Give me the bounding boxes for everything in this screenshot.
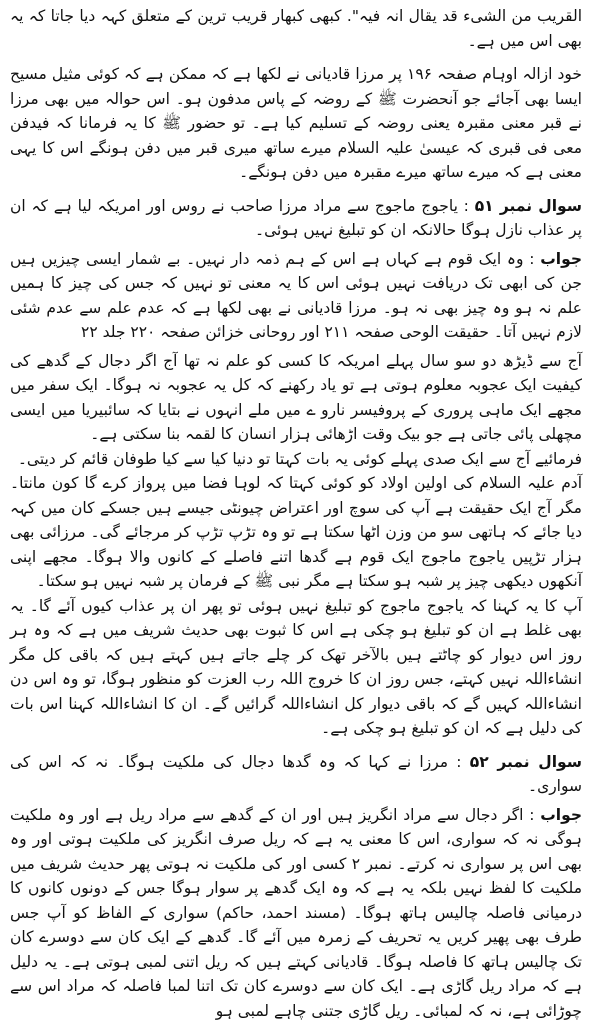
answer-51-label: جواب [540,250,582,268]
opening-paragraph: القریب من الشیء قد یقال انہ فیہ". کبھی کبھار قریب ترین کے متعلق کہہ دیا جاتا کہ یہ بھی اس میں ہے۔ [10,4,582,53]
farmaiye-paragraph: فرمائیے آج سے ایک صدی پہلے کوئی یہ بات کہتا تو دنیا کیا سے کیا طوفان قائم کر دیتی۔ [10,447,582,472]
answer-51-text: وہ ایک قوم ہے کہاں ہے اس کے ہم ذمہ دار نہیں۔ بے شمار ایسی چیزیں ہیں جن کی ابھی تک دریافت نہیں ہوئی اس کا یہ معنی تو نہیں کہ جس کی چیز کا ہمیں علم نہ ہو وہ چیز بھی نہ ہو۔ مرزا قادیانی نے بھی لکھا ہے کہ عدم علم سے عدم شئی لازم نہیں آتا۔ حقیقت الوحی صفحہ ۲۱۱ اور روحانی خزائن صفحہ ۲۲۰ جلد ۲۲ [10,250,582,342]
question-52: سوال نمبر ۵۲ : مرزا نے کہا کہ وہ گدھا دجال کی ملکیت ہوگا۔ نہ کہ اس کی سواری۔ [10,750,582,799]
answer-52-text: اگر دجال سے مراد انگریز ہیں اور ان کے گدھے سے مراد ریل ہے اور وہ ملکیت ہوگی نہ کہ سواری، اس کا معنی یہ ہے کہ ریل صرف انگریز کی ملکیت ہوتی اور وہ بھی اس پر سواری نہ کرتے۔ نمبر ۲ کسی اور کی ملکیت نہ ہوتی پھر حدیث شریف میں ملکیت کا لفظ نہیں بلکہ یہ ہے کہ وہ ایک گدھے پر سوار ہوگا جس کے دونوں کانوں کا درمیانی فاصلہ چالیس ہاتھ ہوگا۔ (مسند احمد، حاکم) سواری کے الفاظ کو آپ جس طرف بھی پھیر کریں یہ تحریف کے زمرہ میں آئے گا۔ گدھے کے ایک کان سے دوسرے کان تک چالیس ہاتھ کا فاصلہ ہوگا۔ قادیانی کہتے ہیں کہ ریل اتنی لمبی ہوتی ہے۔ یہ دلیل ہے کہ مراد ریل گاڑی ہے۔ ایک کان سے دوسرے کان تک اتنا لمبا فاصلہ کہ مراد اس سے چوڑائی ہے، نہ کہ لمبائی۔ ریل گاڑی جتنی چاہے لمبی ہو [10,806,582,1020]
adam-paragraph: آدم علیہ السلام کی اولین اولاد کو کوئی کہتا کہ لوہا فضا میں پرواز کرے گا کون مانتا۔ مگر آج ایک حقیقت ہے آپ کی سوچ اور اعتراض چیونٹی جیسے ہیں جسکے کان میں کہہ دیا جائے کہ ہاتھی سو من وزن اٹھا سکتا ہے تو وہ تڑپ تڑپ کر مرجائے گی۔ مرزائی بھی ہزار تڑپیں یاجوج ماجوج ایک قوم ہے گدھا اتنے فاصلے کے کانوں والا ہوگا۔ مجھے اپنی آنکھوں دیکھی چیز پر شبہ ہو سکتا ہے مگر نبی ﷺ کے فرمان پر شبہ نہیں ہو سکتا۔ [10,471,582,594]
answer-52: جواب : اگر دجال سے مراد انگریز ہیں اور ان کے گدھے سے مراد ریل ہے اور وہ ملکیت ہوگی نہ کہ سواری، اس کا معنی یہ ہے کہ ریل صرف انگریز کی ملکیت ہوتی اور وہ بھی اس پر سواری نہ کرتے۔ نمبر ۲ کسی اور کی ملکیت نہ ہوتی پھر حدیث شریف میں ملکیت کا لفظ نہیں بلکہ یہ ہے کہ وہ ایک گدھے پر سوار ہوگا جس کے دونوں کانوں کا درمیانی فاصلہ چالیس ہاتھ ہوگا۔ (مسند احمد، حاکم) سواری کے الفاظ کو آپ جس طرف بھی پھیر کریں یہ تحریف کے زمرہ میں آئے گا۔ گدھے کے ایک کان سے دوسرے کان تک چالیس ہاتھ کا فاصلہ ہوگا۔ قادیانی کہتے ہیں کہ ریل اتنی لمبی ہوتی ہے۔ یہ دلیل ہے کہ مراد ریل گاڑی ہے۔ ایک کان سے دوسرے کان تک اتنا لمبا فاصلہ کہ مراد اس سے چوڑائی ہے، نہ کہ لمبائی۔ ریل گاڑی جتنی چاہے لمبی ہو [10,803,582,1023]
question-51-text: یاجوج ماجوج سے مراد مرزا صاحب نے روس اور امریکہ لیا ہے کہ ان پر عذاب نازل ہوگا حالانکہ ان کو تبلیغ نہیں ہوئی۔ [10,197,582,240]
question-51-label: سوال نمبر ۵۱ [475,197,582,215]
izala-auham-paragraph: خود ازالہ اوہام صفحہ ۱۹۶ پر مرزا قادیانی نے لکھا ہے کہ ممکن ہے کہ کوئی مثیل مسیح ایسا بھی آجائے جو آنحضرت ﷺ کے روضہ کے پاس مدفون ہو۔ اس حوالہ میں بھی مرزا نے قبر معنی مقبرہ یعنی روضہ کے تسلیم کیا ہے۔ تو حضور ﷺ کا یہ فرمانا کہ فیدفن معی فی قبری کہ عیسیٰ علیہ السلام میرے ساتھ میری قبر میں دفن ہونگے اس کا یہی معنی ہے کہ میرے ساتھ میرے مقبرہ میں دفن ہونگے۔ [10,62,582,185]
answer-51: جواب : وہ ایک قوم ہے کہاں ہے اس کے ہم ذمہ دار نہیں۔ بے شمار ایسی چیزیں ہیں جن کی ابھی تک دریافت نہیں ہوئی اس کا یہ معنی تو نہیں کہ جس کی چیز کا ہمیں علم نہ ہو وہ چیز بھی نہ ہو۔ مرزا قادیانی نے بھی لکھا ہے کہ عدم علم سے عدم شئی لازم نہیں آتا۔ حقیقت الوحی صفحہ ۲۱۱ اور روحانی خزائن صفحہ ۲۲۰ جلد ۲۲ [10,247,582,345]
question-52-text: مرزا نے کہا کہ وہ گدھا دجال کی ملکیت ہوگا۔ نہ کہ اس کی سواری۔ [10,753,582,796]
answer-52-label: جواب [540,806,582,824]
tabligh-paragraph: آپ کا یہ کہنا کہ یاجوج ماجوج کو تبلیغ نہیں ہوئی تو پھر ان پر عذاب کیوں آئے گا۔ یہ بھی غلط ہے ان کو تبلیغ ہو چکی ہے اس کا ثبوت بھی حدیث شریف میں ہے کہ وہ ہر روز اس دیوار کو چاٹتے ہیں بالآخر تھک کر چلے جاتے ہیں کہتے ہیں کہ باقی کل مگر انشاءاللہ نہیں کہتے، جس روز ان کا خروج اللہ رب العزت کو منظور ہوگا، تو وہ اس دن انشاءاللہ کہیں گے کہ باقی دیوار کل انشاءاللہ گرائیں گے۔ ان کا انشاءاللہ کہنا اس بات کی دلیل ہے کہ ان کو تبلیغ ہو چکی ہے۔ [10,594,582,741]
question-51: سوال نمبر ۵۱ : یاجوج ماجوج سے مراد مرزا صاحب نے روس اور امریکہ لیا ہے کہ ان پر عذاب نازل ہوگا حالانکہ ان کو تبلیغ نہیں ہوئی۔ [10,194,582,243]
dajjal-donkey-paragraph: آج سے ڈیڑھ دو سو سال پہلے امریکہ کا کسی کو علم نہ تھا آج اگر دجال کے گدھے کی کیفیت ایک عجوبہ معلوم ہوتی ہے تو یاد رکھنے کہ کل یہ عجوبہ نہ ہوگا۔ ایک سفر میں مجھے ایک ماہی پروری کے پروفیسر نارو ے میں ملے انہوں نے بتایا کہ سائبیریا میں ایسی مچھلی پائی جاتی ہے جو بیک وقت اڑھائی ہزار انسان کا لقمہ بنا سکتی ہے۔ [10,349,582,447]
question-52-label: سوال نمبر ۵۲ [470,753,582,771]
